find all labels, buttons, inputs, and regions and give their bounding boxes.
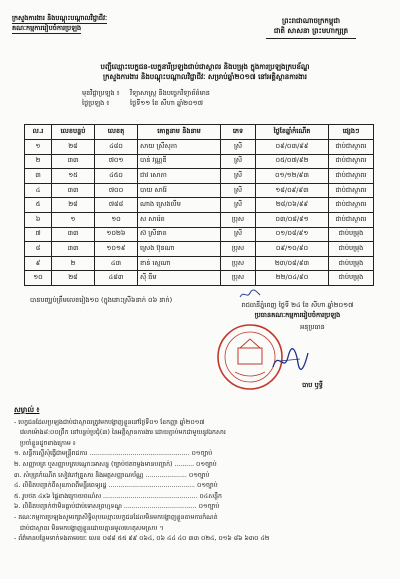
row-desk: ៧០០	[95, 183, 138, 198]
row-no: ៩	[25, 256, 52, 271]
row-desk: ៧៨៨	[95, 198, 138, 213]
col-remark: ផ្សេងៗ	[329, 125, 374, 140]
row-dob: ០៥/០៧/៩២	[256, 154, 329, 169]
row-dob: ០៩/០៣/៩៩	[256, 140, 329, 155]
note-line: ២. សញ្ញាបត្រ ឬសញ្ញាបត្របណ្តោះអាសន្ន (ច្បាប់ថតចម្លងមានបញ្ជាក់) .......... ០១ច្បាប់	[14, 460, 217, 468]
row-dob: ១៨/០៩/៩៣	[256, 183, 329, 198]
row-room: ២៨	[52, 140, 95, 155]
row-no: ៣	[25, 169, 52, 184]
header-divider	[266, 38, 356, 39]
col-dob: ថ្ងៃខែឆ្នាំកំណើត	[256, 125, 329, 140]
title-line-2: ក្រសួងការងារ និងបណ្តុះបណ្តាលវិជ្ជាជីវៈ សម្រាប់ឆ្នាំ២០១៧ នៅអគ្គិស្ថានការងារ	[103, 73, 307, 81]
subject-value: វិទ្យាសាស្ត្រ និងបច្ចេកវិទ្យាព័ត៌មាន	[130, 89, 210, 97]
row-remark: ជាប់ជាស្ថាពរ	[329, 183, 374, 198]
row-remark: ជាប់ជាស្ថាពរ	[329, 198, 374, 213]
ministry-header	[12, 14, 107, 34]
title-line-1: បញ្ជីឈ្មោះបេក្ខជន-បេក្ខនារីប្រឡងជាប់ជាស្ថាពរ និងបម្រុង ក្នុងការប្រឡងក្របខ័ណ្ឌ	[100, 63, 310, 71]
note-line: ប្រចាំខ្លួនដូចខាងក្រោម ៖	[20, 439, 76, 447]
row-name: ស សារ៉េត	[138, 212, 221, 227]
kingdom-header	[236, 16, 386, 39]
table-row	[25, 169, 374, 184]
row-remark: ជាប់បម្រុង	[329, 271, 374, 286]
row-name: បាយ សារ៉ែ	[138, 183, 221, 198]
exam-meta	[82, 88, 210, 108]
row-no: ១	[25, 140, 52, 155]
row-no: ៨	[25, 242, 52, 257]
sign-org: ប្រធានគណៈកម្មការរៀបចំការប្រឡង	[254, 311, 341, 319]
row-desk: ១០១៩	[95, 242, 138, 257]
col-sex: ភេទ	[221, 125, 256, 140]
document-title	[30, 62, 380, 82]
results-table	[24, 124, 374, 286]
row-room: ១	[52, 212, 95, 227]
table-row	[25, 242, 374, 257]
row-dob: ០១/០៨/៩១	[256, 227, 329, 242]
row-room: ២៨	[52, 198, 95, 213]
row-dob: ០៣/០៨/៩១	[256, 212, 329, 227]
row-desk: ៤៣	[95, 256, 138, 271]
row-desk: ១០	[95, 212, 138, 227]
table-row	[25, 271, 374, 286]
row-room: ១៥	[52, 169, 95, 184]
row-room: ៣៣	[52, 227, 95, 242]
official-signature	[270, 345, 310, 375]
table-row	[25, 140, 374, 155]
row-name: ស្រេង ប៊ុនណា	[138, 242, 221, 257]
row-no: ១០	[25, 271, 52, 286]
row-desk: ១០២៦	[95, 227, 138, 242]
committee-name: គណៈកម្មការរៀបចំការប្រឡង	[12, 24, 82, 32]
count-summary: បានបញ្ឈប់ត្រឹមលេខរៀង១០ (ក្នុងនោះស្រី៦នាក់ ០៦ នាក់)	[30, 296, 173, 304]
notes-lines	[14, 418, 389, 545]
row-name: ខាន់ ស្មេណា	[138, 256, 221, 271]
row-room: ៣៣	[52, 154, 95, 169]
exam-date-value: ថ្ងៃទី១១ ខែ សីហា ឆ្នាំ២០១៧	[130, 99, 203, 107]
table-header-row	[25, 125, 374, 140]
row-dob: ២២/០៤/៩០	[256, 271, 329, 286]
row-room: ២	[52, 256, 95, 271]
exam-date-label: ថ្ងៃប្រឡង ៖	[82, 99, 110, 107]
note-line: - បេក្ខជនដែលប្រឡងជាប់ជាស្ថាពរត្រូវមកបង្ហាញខ្លួននៅថ្ងៃទី០១ ខែកញ្ញា ឆ្នាំ២០១៧	[14, 418, 205, 426]
subject-label: មុខវិជ្ជាប្រឡង ៖	[82, 89, 120, 97]
kingdom-name: ព្រះរាជាណាចក្រកម្ពុជា	[281, 17, 340, 25]
row-sex: ស្រី	[221, 183, 256, 198]
sign-role: អនុប្រធាន	[300, 323, 325, 331]
row-name: សាយ ស្រីសុភា	[138, 140, 221, 155]
row-dob: ០១/១២/៩៣	[256, 169, 329, 184]
note-line: ១. សន្លឹកស្នើសុំធ្វើជាមន្ត្រីរាជការ ................................................... ០១ច្បាប់	[14, 450, 213, 458]
row-remark: ជាប់ជាស្ថាពរ	[329, 169, 374, 184]
row-remark: ជាប់ជាស្ថាពរ	[329, 140, 374, 155]
row-desk: ៤៨០	[95, 140, 138, 155]
row-remark: ជាប់ជាស្ថាពរ	[329, 212, 374, 227]
row-sex: ប្រុស	[221, 242, 256, 257]
col-room: លេខបន្ទប់	[52, 125, 95, 140]
table-row	[25, 227, 374, 242]
row-name: ជាវ សោភា	[138, 169, 221, 184]
note-line: - ព័ត៌មានបន្ថែមទាក់ទងតាមរយៈ លេខ ០៨៨ ៥៥ ៩៩ ០៦៤, ០៦ ៤៤ ៤០ ៣៣ ០២៤, ០១៦ ៨៦ ៦៣០ ៤២	[14, 535, 270, 543]
note-line: វេលាម៉ោង៨:០០ព្រឹក នៅបន្ទប់ប្រជុំ(៣) នៃអគ្គិស្ថានការងារ ដោយភ្ជាប់មកជាមួយនូវឯកសារ	[20, 429, 226, 437]
ministry-name: ក្រសួងការងារ និងបណ្តុះបណ្តាលវិជ្ជាជីវៈ	[12, 14, 108, 22]
row-name: ស៊ី ធីម	[138, 271, 221, 286]
row-sex: ស្រី	[221, 198, 256, 213]
row-sex: ប្រុស	[221, 271, 256, 286]
note-line: ៤. លិខិតបញ្ជាក់ពីសុខភាពពីមន្ទីរពេទ្យរដ្ឋ ............................................ ០១ច្បាប់	[14, 482, 218, 490]
note-line: - គណៈកម្មការប្រឡងសូមរក្សាសិទ្ធិលុបឈ្មោះបេក្ខជនដែលមិនមកបង្ហាញខ្លួនតាមការកំណត់	[14, 513, 218, 521]
row-room: ៣៣	[52, 183, 95, 198]
table-row	[25, 256, 374, 271]
row-name: ណាង ស្រេងលីម	[138, 198, 221, 213]
row-name: បាន់ វណ្ណឌី	[138, 154, 221, 169]
row-no: ២	[25, 154, 52, 169]
col-desk: លេខតុ	[95, 125, 138, 140]
note-line: ៥. រូបថត ៤x៦ ផ្ទៃខាងក្រោយពណ៌ស ................................................ ០៤សន្លឹក	[14, 492, 222, 500]
row-sex: ប្រុស	[221, 212, 256, 227]
sign-name: បាប ឫទ្ធី	[302, 381, 323, 389]
row-desk: ៤៨៣	[95, 271, 138, 286]
row-sex: ប្រុស	[221, 256, 256, 271]
national-motto: ជាតិ សាសនា ព្រះមហាក្សត្រ	[273, 27, 349, 35]
initial-signature	[238, 288, 262, 300]
note-line: ជាប់ជាស្ថាពរ មិនមកបង្ហាញខ្លួនដោយគ្មានមូលហេតុសមស្រប ។	[20, 524, 164, 532]
row-no: ៧	[25, 227, 52, 242]
row-sex: ស្រី	[221, 154, 256, 169]
row-dob: ២៨/០៦/៩៩	[256, 198, 329, 213]
row-desk: ៧០១	[95, 154, 138, 169]
row-dob: ០៩/១០/៩០	[256, 242, 329, 257]
row-remark: ជាប់ជាស្ថាពរ	[329, 154, 374, 169]
row-no: ៤	[25, 183, 52, 198]
row-desk: ៤៥០	[95, 169, 138, 184]
row-name: ស៊ ស្រីនាត	[138, 227, 221, 242]
row-no: ៦	[25, 212, 52, 227]
row-remark: ជាប់បម្រុង	[329, 256, 374, 271]
row-no: ៥	[25, 198, 52, 213]
table-row	[25, 198, 374, 213]
col-name: គោត្តនាម និងនាម	[138, 125, 221, 140]
row-dob: ២៣/០៨/៩៣	[256, 256, 329, 271]
table-row	[25, 212, 374, 227]
col-no: ល.រ	[25, 125, 52, 140]
row-sex: ស្រី	[221, 140, 256, 155]
row-room: ២៨	[52, 271, 95, 286]
sign-date: រាជធានីភ្នំពេញ ថ្ងៃទី ២៤ ខែ សីហា ឆ្នាំ២០១៧	[241, 301, 354, 309]
note-line: ៣. សំបុត្រកំណើត សៀវភៅគ្រួសារ និងអត្តសញ្ញាណប័ណ្ណ ..................... ០១ច្បាប់	[14, 471, 210, 479]
table-row	[25, 154, 374, 169]
notes-heading: សម្គាល់ ៖	[14, 406, 40, 414]
row-sex: ស្រី	[221, 169, 256, 184]
row-remark: ជាប់បម្រុង	[329, 227, 374, 242]
notes-section	[14, 405, 389, 545]
note-line: ៦. លិខិតបញ្ជាក់ថាមិនធ្លាប់ជាប់ទោសព្រហ្មទណ្ឌ ..................................... ០១ច្បាប់	[14, 503, 220, 511]
table-row	[25, 183, 374, 198]
row-remark: ជាប់បម្រុង	[329, 242, 374, 257]
row-room: ៣៣	[52, 242, 95, 257]
row-sex: ស្រី	[221, 227, 256, 242]
